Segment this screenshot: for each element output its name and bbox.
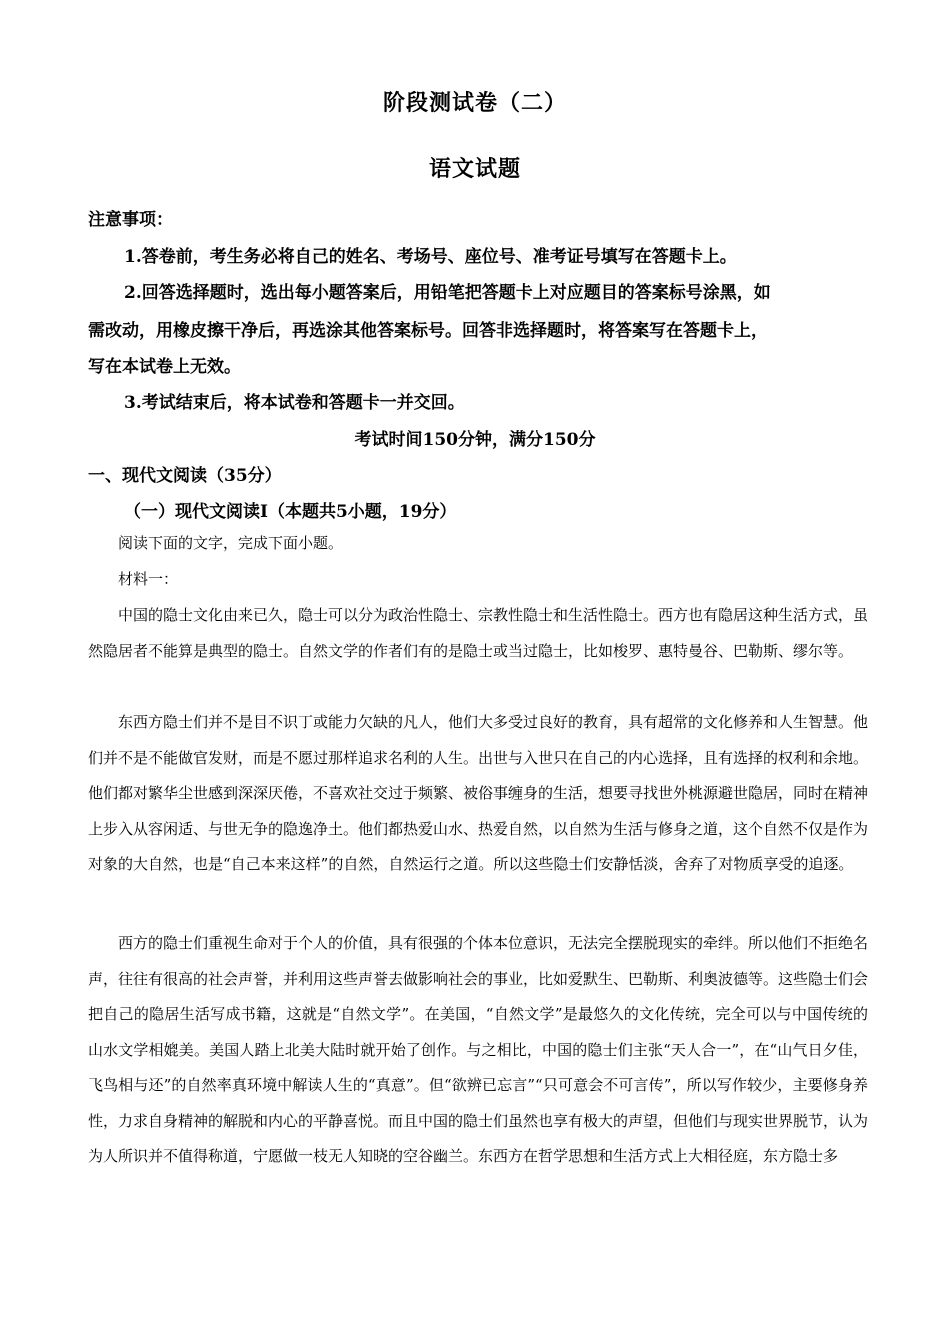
material-label: 材料一： xyxy=(118,570,179,588)
subsection-heading: （一）现代文阅读Ⅰ（本题共5小题，19分） xyxy=(124,502,457,522)
note-item-3: 3.考试结束后，将本试卷和答题卡一并交回。 xyxy=(124,393,465,413)
notes-heading: 注意事项： xyxy=(88,210,173,230)
section-heading: 一、现代文阅读（35分） xyxy=(88,466,282,486)
note-item-2-line-1: 2.回答选择题时，选出每小题答案后，用铅笔把答题卡上对应题目的答案标号涂黑，如 xyxy=(124,283,771,303)
note-item-2-line-2: 需改动，用橡皮擦干净后，再选涂其他答案标号。回答非选择题时，将答案写在答题卡上， xyxy=(88,321,768,341)
material-paragraph-2: 东西方隐士们并不是目不识丁或能力欠缺的凡人，他们大多受过良好的教育，具有超常的文化修养和人生智慧。他们并不是不能做官发财，而是不愿过那样追求名利的人生。出世与入世只在自己的内心选择，且有选择的权利和余地。他们都对繁华尘世感到深深厌倦，不喜欢社交过于频繁、被俗事缠身的生活，想要寻找世外桃源避世隐居，同时在精神上步入从容闲适、与世无争的隐逸净土。他们都热爱山水、热爱自然，以自然为生活与修身之道，这个自然不仅是作为对象的大自然，也是“自己本来这样”的自然，自然运行之道。所以这些隐士们安静恬淡，舍弃了对物质享受的追逐。 xyxy=(88,713,869,873)
exam-time-score: 考试时间150分钟，满分150分 xyxy=(354,430,596,450)
exam-title: 阶段测试卷（二） xyxy=(382,90,567,116)
material-paragraph-3: 西方的隐士们重视生命对于个人的价值，具有很强的个体本位意识，无法完全摆脱现实的牵绊。所以他们不拒绝名声，往往有很高的社会声誉，并利用这些声誉去做影响社会的事业，比如爱默生、巴勒斯、利奥波德等。这些隐士们会把自己的隐居生活写成书籍，这就是“自然文学”。在美国，“自然文学”是最悠久的文化传统，完全可以与中国传统的山水文学相媲美。美国人踏上北美大陆时就开始了创作。与之相比，中国的隐士们主张“天人合一”，在“山气日夕佳，飞鸟相与还”的自然率真环境中解读人生的“真意”。但“欲辨已忘言”“只可意会不可言传”，所以写作较少，主要修身养性，力求自身精神的解脱和内心的平静喜悦。而且中国的隐士们虽然也享有极大的声望，但他们与现实世界脱节，认为为人所识并不值得称道，宁愿做一枝无人知晓的空谷幽兰。东西方在哲学思想和生活方式上大相径庭，东方隐士多 xyxy=(88,934,869,1165)
note-item-2-line-3: 写在本试卷上无效。 xyxy=(88,357,241,377)
reading-instruction: 阅读下面的文字，完成下面小题。 xyxy=(118,534,344,552)
material-paragraph-1: 中国的隐士文化由来已久，隐士可以分为政治性隐士、宗教性隐士和生活性隐士。西方也有隐居这种生活方式，虽然隐居者不能算是典型的隐士。自然文学的作者们有的是隐士或当过隐士，比如梭罗、惠特曼谷、巴勒斯、缪尔等。 xyxy=(88,606,869,660)
exam-subject: 语文试题 xyxy=(428,156,521,182)
note-item-1: 1.答卷前，考生务必将自己的姓名、考场号、座位号、准考证号填写在答题卡上。 xyxy=(124,247,737,267)
